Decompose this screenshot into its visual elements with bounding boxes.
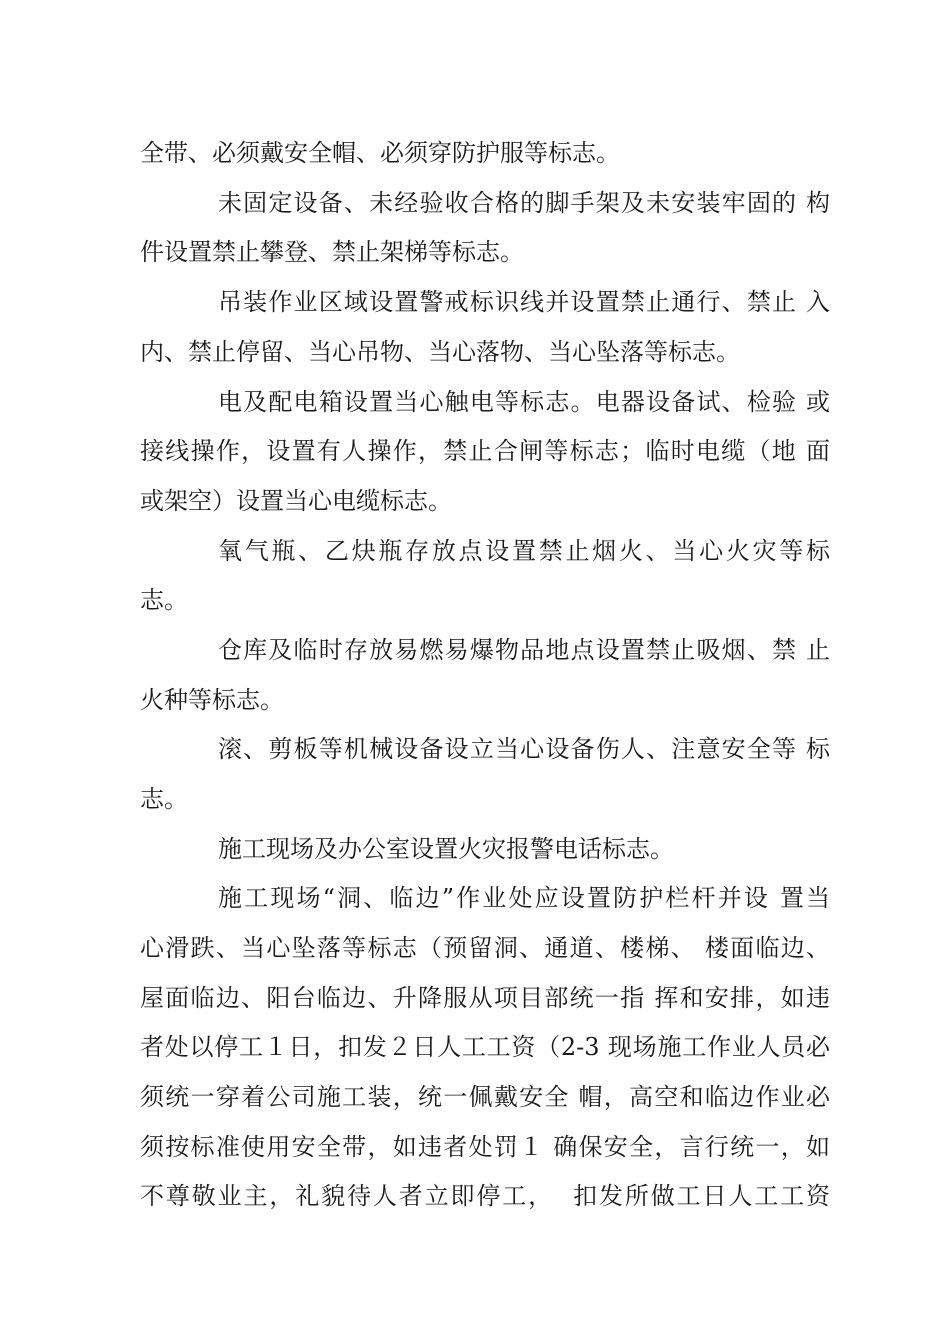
paragraph-first-line: 仓库及临时存放易燃易爆物品地点设置禁止吸烟、禁 止 — [218, 636, 830, 664]
text-line: 件设置禁止攀登、禁止架梯等标志。 — [140, 238, 524, 266]
text-line: 内、禁止停留、当心吊物、当心落物、当心坠落等标志。 — [140, 338, 740, 366]
paragraph-first-line: 吊装作业区域设置警戒标识线并设置禁止通行、禁止 入 — [218, 288, 830, 316]
text-line: 者处以停工１日，扣发２日人工工资（2-3 现场施工作业人员必 — [140, 1033, 830, 1061]
text-line: 屋面临边、阳台临边、升降服从项目部统一指 挥和安排，如违 — [140, 984, 830, 1012]
paragraph-first-line: 未固定设备、未经验收合格的脚手架及未安装牢固的 构 — [218, 189, 830, 217]
paragraph-first-line: 电及配电箱设置当心触电等标志。电器设备试、检验 或 — [218, 388, 830, 416]
text-line: 不尊敬业主，礼貌待人者立即停工， 扣发所做工日人工工资 — [140, 1182, 830, 1210]
text-line: 须统一穿着公司施工装，统一佩戴安全 帽，高空和临边作业必 — [140, 1083, 830, 1111]
text-line: 全带、必须戴安全帽、必须穿防护服等标志。 — [140, 139, 620, 167]
text-line: 火种等标志。 — [140, 686, 284, 714]
paragraph-first-line: 滚、剪板等机械设备设立当心设备伤人、注意安全等 标 — [218, 735, 830, 763]
text-line: 接线操作，设置有人操作，禁止合闸等标志；临时电缆（地 面 — [140, 437, 830, 465]
text-line: 或架空）设置当心电缆标志。 — [140, 487, 452, 515]
text-line: 志。 — [140, 586, 188, 614]
paragraph-first-line: 氧气瓶、乙炔瓶存放点设置禁止烟火、当心火灾等标 — [218, 537, 830, 565]
text-line: 须按标准使用安全带，如违者处罚１ 确保安全，言行统一，如 — [140, 1133, 830, 1161]
text-line: 志。 — [140, 785, 188, 813]
paragraph-first-line: 施工现场及办公室设置火灾报警电话标志。 — [218, 835, 674, 863]
paragraph-first-line: 施工现场“洞、临边”作业处应设置防护栏杆并设 置当 — [218, 884, 830, 912]
text-line: 心滑跌、当心坠落等标志（预留洞、通道、楼梯、 楼面临边、 — [140, 934, 830, 962]
